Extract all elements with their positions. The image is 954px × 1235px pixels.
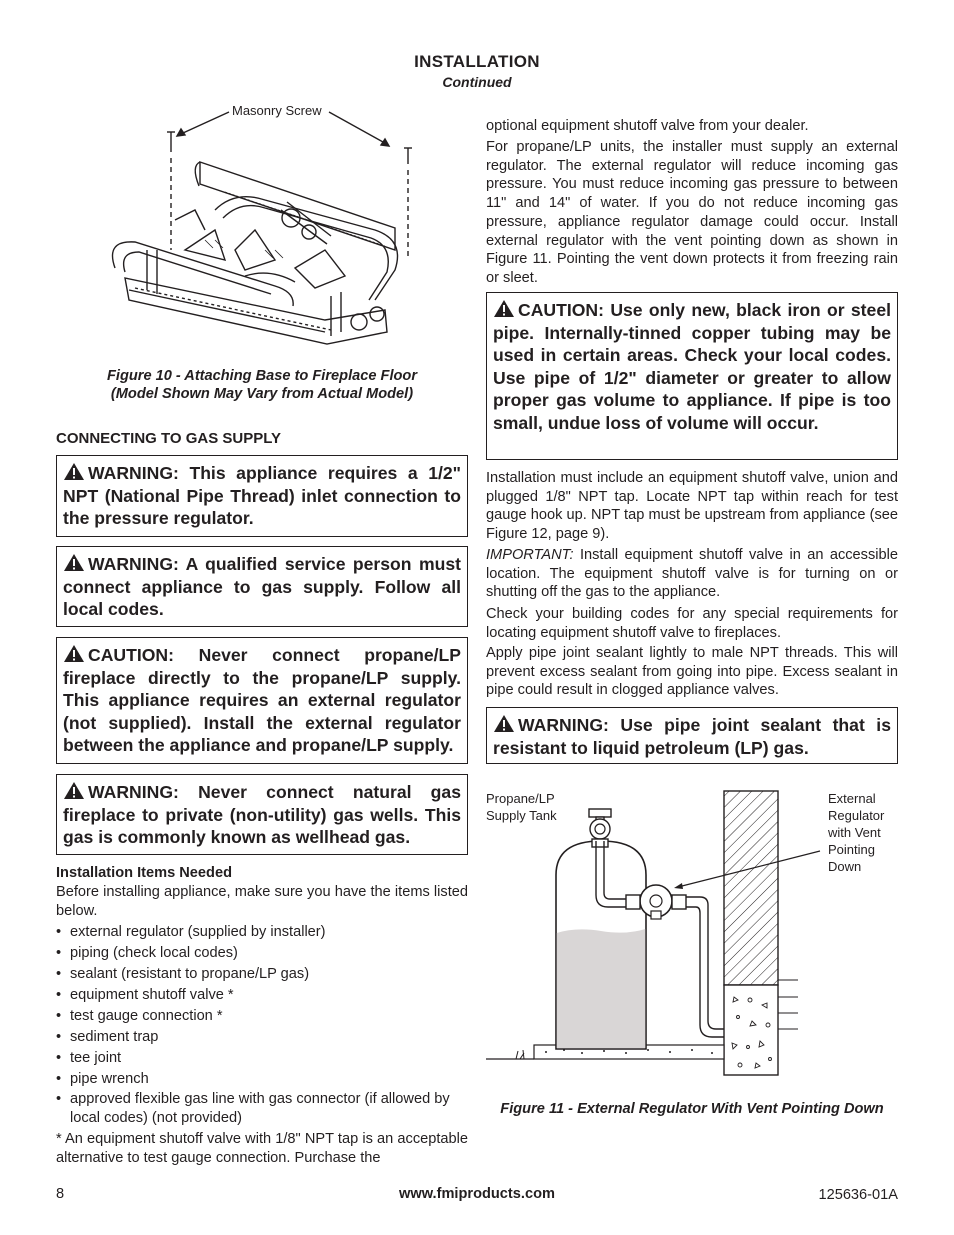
document-number: 125636-01A [818, 1187, 898, 1203]
warning-triangle-icon [63, 644, 85, 663]
paragraph: optional equipment shutoff valve from your dealer. [486, 118, 809, 134]
figure-10-illustration [95, 100, 425, 365]
warning-triangle-icon [493, 714, 515, 733]
warning-box-npt: WARNING: This appliance requires a 1/2" NPT (National Pipe Thread) inlet connection to the pressure regulator. [56, 455, 468, 537]
masonry-screw-label: Masonry Screw [232, 103, 322, 118]
items-heading: Installation Items Needed [56, 865, 232, 881]
items-intro: Before installing appliance, make sure you have the items listed below. [56, 884, 468, 919]
tank-label: Propane/LP Supply Tank [486, 791, 557, 823]
section-title: INSTALLATION [414, 52, 540, 71]
figure-11-caption: Figure 11 - External Regulator With Vent Pointing Down [500, 1101, 884, 1117]
caution-box-propane: CAUTION: Never connect propane/LP fireplace directly to the propane/LP supply. This appliance requires an external regulator (not supplied). Install the external regulator between the appliance and propane/LP supply. [56, 637, 468, 764]
list-item: • test gauge connection * [56, 1006, 468, 1027]
regulator-label: External Regulator with Vent Pointing Down [828, 791, 885, 874]
list-item: • piping (check local codes) [56, 943, 468, 964]
warning-box-sealant: WARNING: Use pipe joint sealant that is resistant to liquid petroleum (LP) gas. [486, 707, 898, 764]
footnote: * An equipment shutoff valve with 1/8" NPT tap is an acceptable alternative to test gauge connection. Purchase the [56, 1131, 468, 1166]
warning-triangle-icon [63, 462, 85, 481]
paragraph: For propane/LP units, the installer must supply an external regulator. The external regulator will reduce incoming gas pressure. You must reduce incoming gas pressure to between 11" and 14" of water. If you do not reduce incoming gas pressure, appliance regulator damage could occur. Install external regulator with the vent pointing down as shown in Figure 11. Pointing the vent down protects it from freezing rain or sleet. [486, 139, 898, 286]
paragraph: Installation must include an equipment shutoff valve, union and plugged 1/8" NPT tap. Locate NPT tap within reach for test gauge hook up. NPT tap must be upstream from appliance (see Figure 12, page 9). [486, 470, 898, 543]
list-item: • tee joint [56, 1048, 468, 1069]
connecting-gas-heading: CONNECTING TO GAS SUPPLY [56, 430, 282, 447]
paragraph: IMPORTANT: Install equipment shutoff valve in an accessible location. The equipment shutoff valve is for turning on or shutting off the gas to the appliance. [486, 547, 898, 601]
warning-triangle-icon [493, 299, 515, 318]
section-subtitle: Continued [442, 74, 512, 90]
list-item: • pipe wrench [56, 1069, 468, 1090]
list-item: • sealant (resistant to propane/LP gas) [56, 964, 468, 985]
figure-10-caption: Figure 10 - Attaching Base to Fireplace Floor (Model Shown May Vary from Actual Model) [106, 368, 418, 402]
list-item: • external regulator (supplied by installer) [56, 922, 468, 943]
warning-triangle-icon [63, 781, 85, 800]
list-item: • sediment trap [56, 1027, 468, 1048]
list-item: • equipment shutoff valve * [56, 985, 468, 1006]
paragraph: Check your building codes for any special requirements for locating equipment shutoff valve to fireplaces. [486, 606, 898, 641]
warning-triangle-icon [63, 553, 85, 572]
page-number: 8 [56, 1186, 65, 1202]
website-link[interactable]: www.fmiproducts.com [399, 1186, 555, 1202]
caution-box-pipe: CAUTION: Use only new, black iron or steel pipe. Internally-tinned copper tubing may be used in certain areas. Check your local codes. Use pipe of 1/2" diameter or greater to allow proper gas volume to appliance. If pipe is too small, undue loss of volume will occur. [486, 292, 898, 460]
list-item: • approved flexible gas line with gas connector (if allowed by local codes) (not provided) [56, 1090, 468, 1128]
warning-box-qualified: WARNING: A qualified service person must connect appliance to gas supply. Follow all local codes. [56, 546, 468, 627]
warning-box-wellhead: WARNING: Never connect natural gas fireplace to private (non-utility) gas wells. This gas is commonly known as wellhead gas. [56, 774, 468, 855]
paragraph: Apply pipe joint sealant lightly to male NPT threads. This will prevent excess sealant from going into pipe. Excess sealant in pipe could result in clogged appliance valves. [486, 645, 898, 699]
items-list [56, 922, 468, 1128]
